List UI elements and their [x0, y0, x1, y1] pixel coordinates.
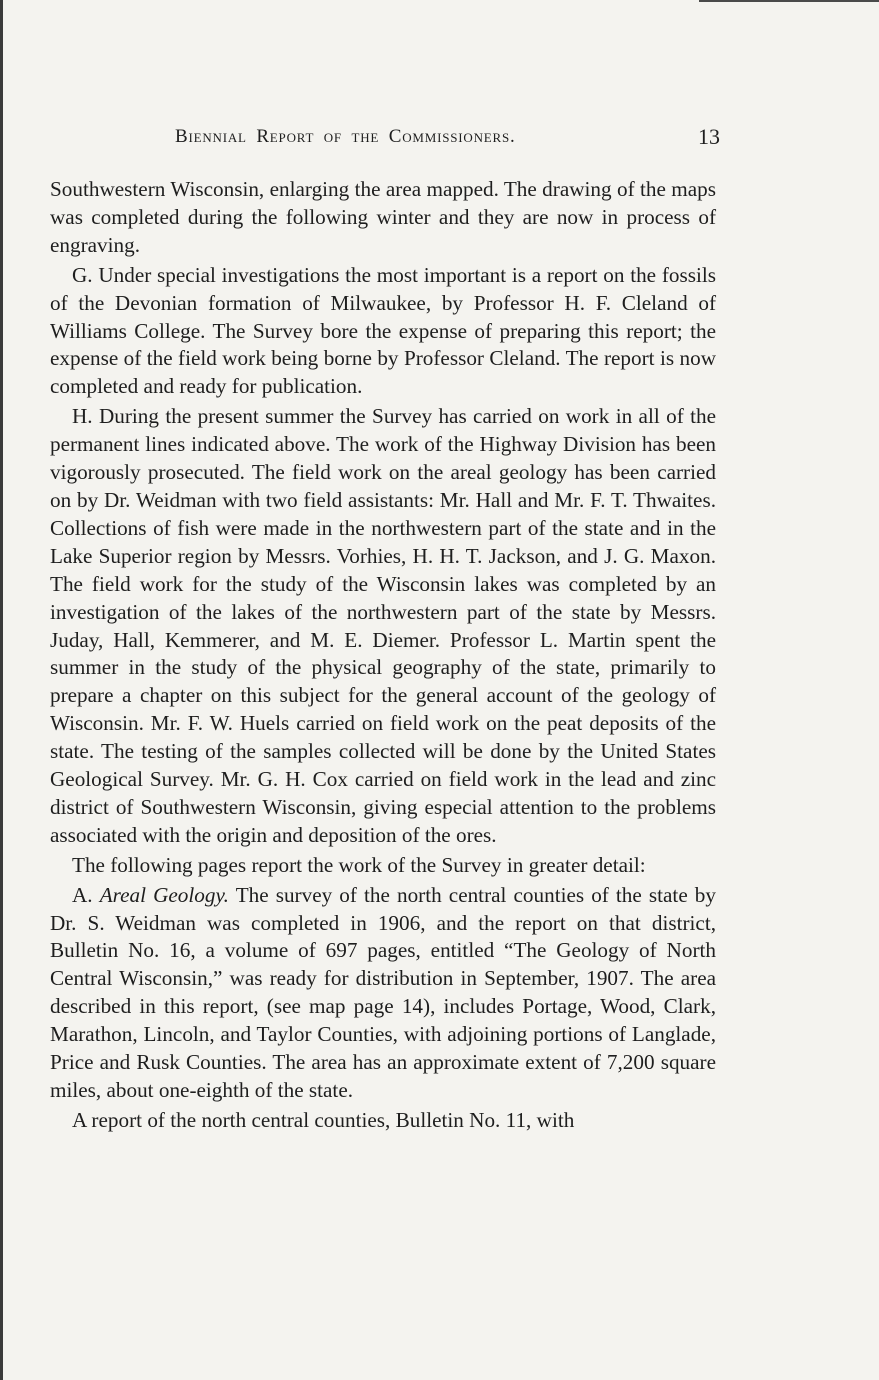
page-number: 13: [698, 124, 720, 149]
paragraph-continuation: Southwestern Wisconsin, enlarging the area mapped. The drawing of the maps was completed during the following winter and they are now in process of engraving.: [50, 177, 716, 257]
running-title: Biennial Report of the Commissioners.: [175, 126, 516, 147]
paragraph-north-central-report: A report of the north central counties, Bulletin No. 11, with: [72, 1107, 575, 1132]
page-top-edge: [699, 0, 879, 2]
page-header: [175, 126, 720, 156]
page-binding-edge: [0, 0, 3, 1380]
section-letter: A.: [72, 882, 93, 907]
page-body: [50, 176, 716, 1137]
paragraph-areal-geology: [50, 882, 716, 1105]
paragraph-following-pages: The following pages report the work of the Survey in greater detail:: [72, 852, 646, 877]
paragraph-special-investigations: G. Under special investigations the most important is a report on the fossils of the Devonian formation of Milwaukee, by Professor H. F. Cleland of Williams College. The Survey bore the expense of preparing this report; the expense of the field work being borne by Professor Cleland. The report is now completed and ready for publication.: [50, 262, 716, 399]
section-heading: Areal Geology.: [99, 882, 229, 907]
paragraph-summer-work: H. During the present summer the Survey has carried on work in all of the permanent lines indicated above. The work of the Highway Division has been vigorously prosecuted. The field work on the areal geology has been carried on by Dr. Weidman with two field assistants: Mr. Hall and Mr. F. T. Thwaites. Collections of fish were made in the northwestern part of the state and in the Lake Superior region by Messrs. Vorhies, H. H. T. Jackson, and J. G. Maxon. The field work for the study of the Wisconsin lakes was completed by an investigation of the lakes of the northwestern part of the state by Messrs. Juday, Hall, Kemmerer, and M. E. Diemer. Professor L. Martin spent the summer in the study of the physical geography of the state, primarily to prepare a chapter on this subject for the general account of the geology of Wisconsin. Mr. F. W. Huels carried on field work on the peat deposits of the state. The testing of the samples collected will be done by the United States Geological Survey. Mr. G. H. Cox carried on field work in the lead and zinc district of Southwestern Wisconsin, giving especial attention to the problems associated with the origin and deposition of the ores.: [50, 404, 716, 847]
section-text: The survey of the north central counties of the state by Dr. S. Weidman was completed in 1906, and the report on that district, Bulletin No. 16, a volume of 697 pages, entitled “The Geology of North Central Wisconsin,” was ready for distribution in September, 1907. The area described in this report, (see map page 14), includes Portage, Wood, Clark, Marathon, Lincoln, and Taylor Counties, with adjoining portions of Langlade, Price and Rusk Counties. The area has an approximate extent of 7,200 square miles, about one-eighth of the state.: [50, 882, 716, 1102]
